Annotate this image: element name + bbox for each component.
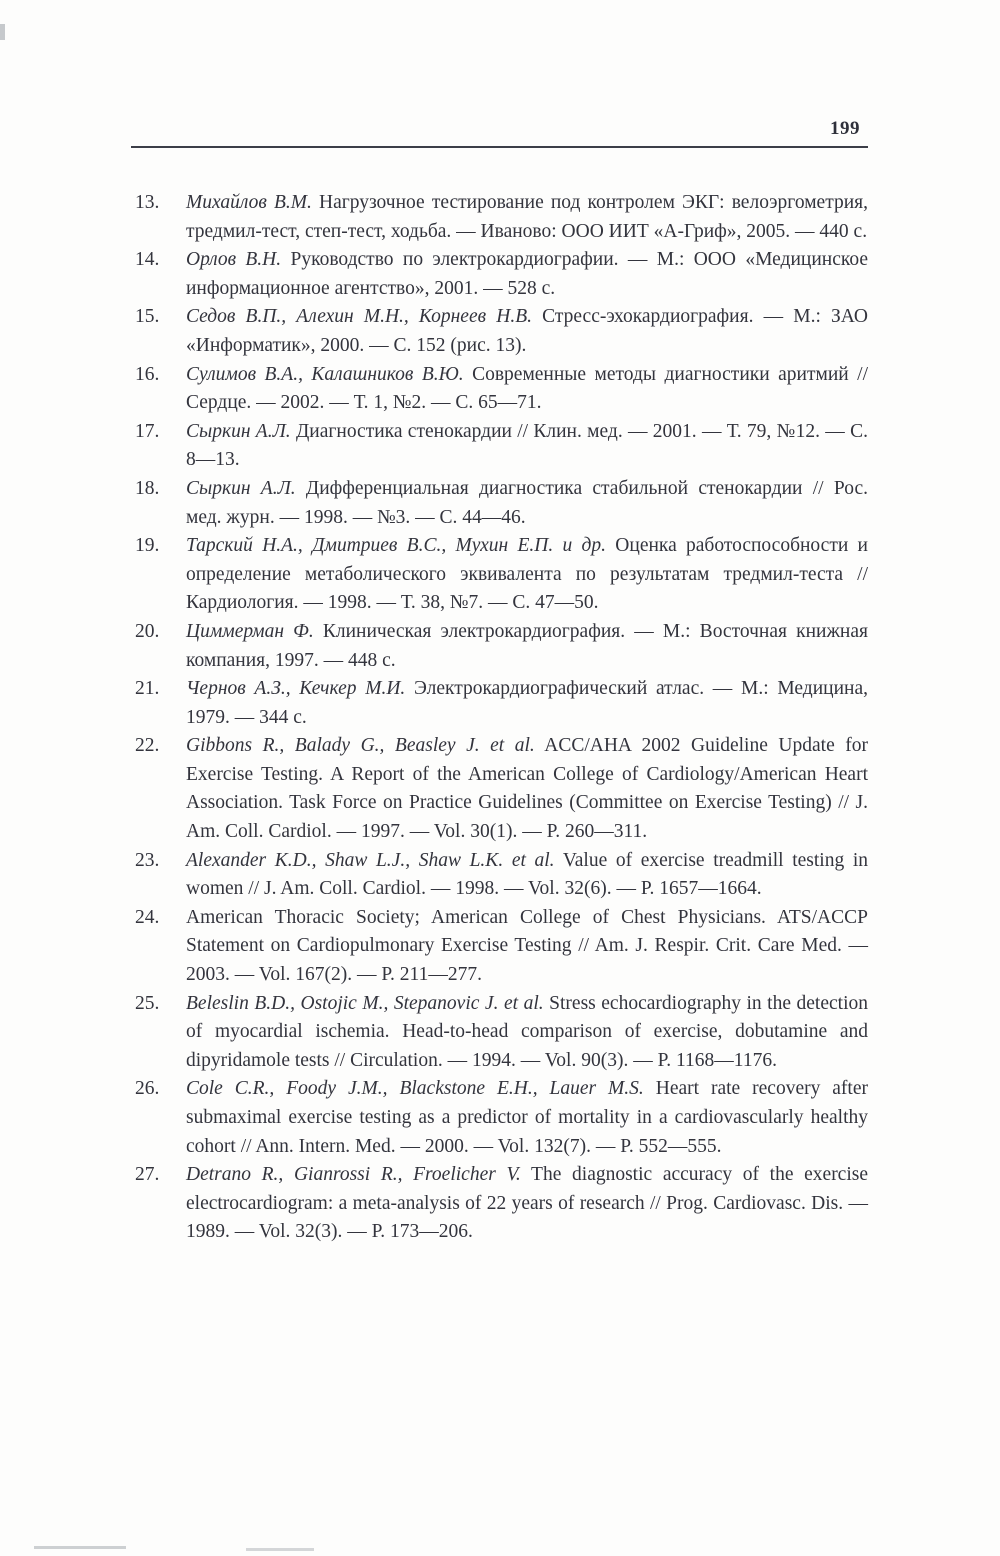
reference-body xyxy=(186,303,868,360)
reference-number: 17. xyxy=(135,420,160,442)
reference-number: 13. xyxy=(135,192,160,213)
reference-body xyxy=(186,189,868,246)
reference-number: 23. xyxy=(135,849,160,871)
reference-item xyxy=(135,904,868,990)
page-number: 199 xyxy=(830,118,860,139)
reference-text: Value of exercise treadmill testing in women // J. Am. Coll. Cardiol. — 1998. — Vol. 32(6). — P. 1657—1664. xyxy=(186,849,869,900)
reference-number: 14. xyxy=(135,249,160,271)
reference-authors: Седов В.П., Алехин М.Н., Корнеев Н.В. xyxy=(186,306,532,328)
reference-text: Нагрузочное тестирование под контролем ЭКГ: велоэргометрия, тредмил-тест, степ-тест, ходьба. — Иваново: ООО ИИТ «А-Гриф», 2005. — 440 с. xyxy=(186,192,868,242)
reference-authors: Beleslin B.D., Ostojic M., Stepanovic J. et al. xyxy=(186,992,544,1014)
reference-authors: Сыркин А.Л. xyxy=(186,420,291,442)
reference-body xyxy=(186,990,868,1076)
reference-list xyxy=(135,189,868,1247)
reference-body xyxy=(186,1161,868,1247)
reference-authors: Чернов А.З., Кечкер М.И. xyxy=(186,678,406,700)
reference-text: Клиническая электрокардиография. — М.: Восточная книжная компания, 1997. — 448 с. xyxy=(186,620,868,671)
reference-text: American Thoracic Society; American College of Chest Physicians. ATS/ACCP Statement on Cardiopulmonary Exercise Testing // Am. J. Respir. Crit. Care Med. — 2003. — Vol. 167(2). — P. 211—277. xyxy=(186,906,868,986)
reference-item xyxy=(135,990,868,1076)
reference-item xyxy=(135,303,868,360)
reference-authors: Сулимов В.А., Калашников В.Ю. xyxy=(186,363,464,385)
reference-number: 21. xyxy=(135,678,160,700)
reference-body xyxy=(186,475,868,532)
reference-authors: Detrano R., Gianrossi R., Froelicher V. xyxy=(186,1164,521,1186)
reference-number: 24. xyxy=(135,906,160,928)
reference-item xyxy=(135,618,868,675)
reference-body xyxy=(186,847,868,904)
reference-authors: Сыркин А.Л. xyxy=(186,477,296,499)
reference-item xyxy=(135,418,868,475)
reference-body xyxy=(186,1075,868,1161)
reference-item xyxy=(135,732,868,846)
reference-text: Дифференциальная диагностика стабильной стенокардии // Рос. мед. журн. — 1998. — №3. — С. 44—46. xyxy=(186,477,868,528)
reference-authors: Тарский Н.А., Дмитриев В.С., Мухин Е.П. и др. xyxy=(186,535,607,557)
reference-number: 27. xyxy=(135,1164,160,1186)
reference-number: 26. xyxy=(135,1078,160,1100)
reference-body xyxy=(186,532,868,618)
reference-authors: Михайлов В.М. xyxy=(186,192,312,213)
reference-text: Стресс-эхокардиография. — М.: ЗАО «Информатик», 2000. — С. 152 (рис. 13). xyxy=(186,306,868,356)
reference-item xyxy=(135,361,868,418)
reference-text: Heart rate recovery after submaximal exercise testing as a predictor of mortality in a cardiovascularly healthy cohort // Ann. Intern. Med. — 2000. — Vol. 132(7). — P. 552—555. xyxy=(186,1078,868,1157)
reference-number: 22. xyxy=(135,735,160,757)
reference-text: Диагностика стенокардии // Клин. мед. — 2001. — Т. 79, №12. — С. 8—13. xyxy=(186,420,868,471)
scan-artifact xyxy=(246,1548,314,1551)
reference-body xyxy=(186,361,868,418)
reference-body xyxy=(186,618,868,675)
reference-text: ACC/AHA 2002 Guideline Update for Exercise Testing. A Report of the American College of Cardiology/American Heart Association. Task Force on Practice Guidelines (Committee on Exercise Testing) // J. Am. Coll. Cardiol. — 1997. — Vol. 30(1). — P. 260—311. xyxy=(186,735,868,843)
reference-body xyxy=(186,675,868,732)
reference-item xyxy=(135,675,868,732)
reference-body xyxy=(186,732,868,846)
page-header xyxy=(131,118,868,148)
reference-number: 25. xyxy=(135,992,160,1014)
reference-number: 15. xyxy=(135,306,160,328)
reference-item xyxy=(135,1161,868,1247)
reference-authors: Alexander K.D., Shaw L.J., Shaw L.K. et al. xyxy=(186,849,555,871)
reference-text: Современные методы диагностики аритмий // Сердце. — 2002. — Т. 1, №2. — С. 65—71. xyxy=(186,363,868,414)
reference-number: 16. xyxy=(135,363,160,385)
reference-body xyxy=(186,418,868,475)
reference-body xyxy=(186,904,868,990)
reference-text: Электрокардиографический атлас. — М.: Медицина, 1979. — 344 с. xyxy=(186,678,868,728)
reference-authors: Циммерман Ф. xyxy=(186,620,314,642)
reference-text: Оценка работоспособности и определение метаболического эквивалента по результатам тредмил-теста // Кардиология. — 1998. — Т. 38, №7. — С. 47—50. xyxy=(186,535,868,614)
reference-number: 20. xyxy=(135,620,160,642)
reference-body xyxy=(186,246,868,303)
reference-authors: Gibbons R., Balady G., Beasley J. et al. xyxy=(186,735,535,757)
scan-artifact xyxy=(34,1546,126,1549)
reference-item xyxy=(135,532,868,618)
reference-text: Stress echocardiography in the detection of myocardial ischemia. Head-to-head comparison of exercise, dobutamine and dipyridamole tests // Circulation. — 1994. — Vol. 90(3). — P. 1168—1176. xyxy=(186,992,868,1071)
reference-number: 19. xyxy=(135,535,160,557)
scan-artifact xyxy=(0,24,5,40)
reference-text: The diagnostic accuracy of the exercise electrocardiogram: a meta-analysis of 22 years of research // Prog. Cardiovasc. Dis. — 1989. — Vol. 32(3). — P. 173—206. xyxy=(186,1164,869,1243)
reference-number: 18. xyxy=(135,477,160,499)
reference-item xyxy=(135,847,868,904)
reference-authors: Орлов В.Н. xyxy=(186,249,282,271)
reference-item xyxy=(135,246,868,303)
reference-authors: Cole C.R., Foody J.M., Blackstone E.H., Lauer M.S. xyxy=(186,1078,644,1100)
reference-item xyxy=(135,475,868,532)
reference-item xyxy=(135,1075,868,1161)
reference-text: Руководство по электрокардиографии. — М.: ООО «Медицинское информационное агентство», 2001. — 528 с. xyxy=(186,249,868,299)
reference-item xyxy=(135,189,868,246)
header-rule xyxy=(131,146,868,148)
